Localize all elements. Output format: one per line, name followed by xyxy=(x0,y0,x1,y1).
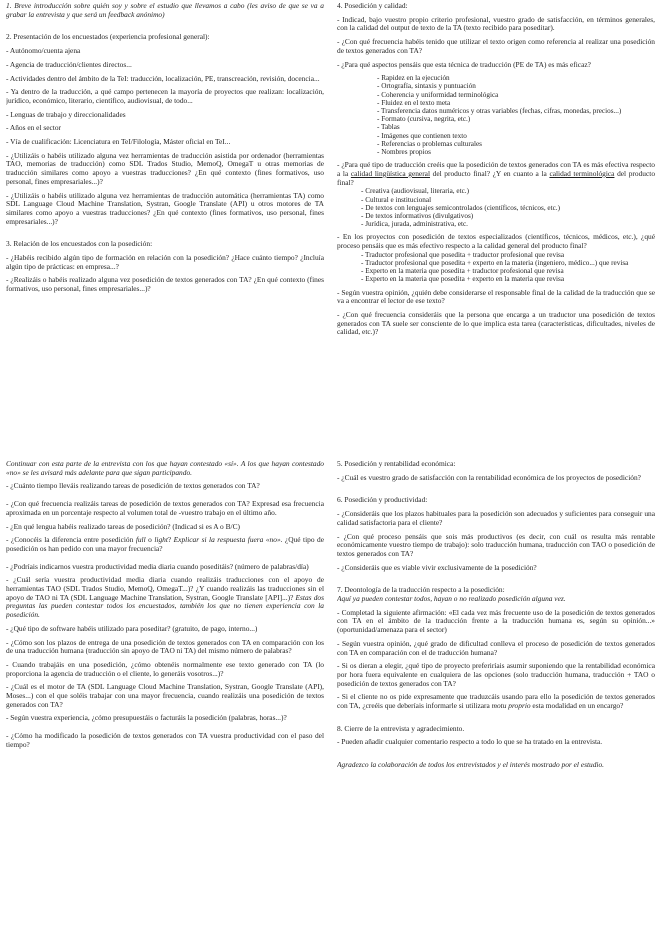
list-item: - Referencias o problemas culturales xyxy=(377,139,482,148)
closing-thanks: Agradezco la colaboración de todos los entrevistados y el interés mostrado por el estudio. xyxy=(337,760,604,770)
list-item: - Nombres propios xyxy=(377,148,431,157)
q-item: - ¿Cuál es el motor de TA (SDL Language Cloud Machine Translation, Systran, Google Translate (API), Moses...) con el que soléis trabajar con una mayor frecuencia, cuando realizáis una posedición de textos generados con TA? xyxy=(6,682,324,709)
s8-question: - Pueden añadir cualquier comentario respecto a todo lo que se ha tratado en la entrevista. xyxy=(337,737,603,747)
list-item: - Traductor profesional que posedita + traductor profesional que revisa xyxy=(361,250,565,259)
underlined-term: calidad terminológica xyxy=(549,168,615,178)
s2-item: - Lenguas de trabajo y direccionalidades xyxy=(6,109,126,119)
s3-item: - ¿Habéis recibido algún tipo de formación en relación con la posedición? ¿Hace cuánto tiempo? ¿Incluía algún tipo de prácticas: en empresa...? xyxy=(6,253,324,271)
s2-item: - ¿Utilizáis o habéis utilizado alguna vez herramientas de traducción asistida por ordenador (herramientas TAO, memorias de traducción) como SDL Trados Studio, MemoQ, OmegaT u otras memorias de traducción similares como apoyo a vuestras traducciones? ¿En qué contexto (fines formativos, uso personal, fines empresariales...)? xyxy=(6,150,324,186)
s2-item: - Años en el sector xyxy=(6,123,62,133)
underlined-term: calidad lingüística general xyxy=(350,168,431,178)
list-item: - Experto en la materia que posedita + experto en la materia que revisa xyxy=(361,275,565,284)
s2-item: - Agencia de traducción/clientes directos... xyxy=(6,59,132,69)
q-item: - ¿Cuánto tiempo lleváis realizando tareas de posedición de textos generados con TA? xyxy=(6,481,260,491)
q-item: - ¿Cómo son los plazos de entrega de una posedición de textos generados con TA en comparación con los de una traducción humana (traducción sin apoyo de TAO ni TA) del mismo número de palabras? xyxy=(6,637,324,656)
list-item: - Traductor profesional que posedita + experto en la materia (ingeniero, médico...) que revisa xyxy=(361,258,629,267)
list-item: - Jurídica, jurada, administrativa, etc. xyxy=(361,220,468,229)
s4-question-translation-type xyxy=(337,161,655,187)
list-item: - De textos informativos (divulgativos) xyxy=(361,211,474,220)
s3-item: - ¿Realizáis o habéis realizado alguna vez posedición de textos generados con TA? ¿En qué contexto (fines formativos, uso personal, fines empresariales...)? xyxy=(6,275,324,294)
list-item: - Cultural e institucional xyxy=(361,195,432,204)
section-4-title: 4. Posedición y calidad: xyxy=(337,2,408,10)
s2-item: - ¿Utilizáis o habéis utilizado alguna vez herramientas de traducción automática (herramientas TA) como SDL Language Cloud Machine Translation, Systran, Google Translate (API) u otros motores de TA similares como apoyo a vuestras traducciones? ¿En qué contexto (fines formativos, uso personal, fines empresariales...)? xyxy=(6,190,324,226)
intro-text: 1. Breve introducción sobre quién soy y sobre el estudio que llevamos a cabo (les aviso de que se va a grabar la entrevista y que será un feedback anónimo) xyxy=(6,2,324,19)
s4-question: - ¿Con qué frecuencia habéis tenido que utilizar el texto origen como referencia al realizar una posedición de textos generados con TA? xyxy=(337,37,655,55)
list-item: - Ortografía, sintaxis y puntuación xyxy=(377,82,476,91)
q-item: - Según vuestra experiencia, ¿cómo presupuestáis o facturáis la posedición (palabras, horas...)? xyxy=(6,713,287,723)
text-run: ? xyxy=(167,535,174,545)
text-run: - ¿Para qué tipo de traducción creéis que la posedición de textos generados con TA es más efectiva respecto a la xyxy=(337,160,655,178)
list-item: - Fluidez en el texto meta xyxy=(377,98,451,107)
q-full-light xyxy=(6,536,324,553)
s7-question: - Si os dieran a elegir, ¿qué tipo de proyecto preferiríais asumir suponiendo que la rentabilidad económica por hora fuera equivalente en cualquiera de las opciones (solo traducción humana, traducción + TAO o posedición de textos generados con TA? xyxy=(337,661,655,688)
efficacy-aspects-list xyxy=(337,74,655,156)
italic-term: motu proprio xyxy=(491,701,531,711)
s7-question: - Completad la siguiente afirmación: «El cada vez más frecuente uso de la posedición de textos generados con TA en el ámbito de la traducción frente a la traducción humana es, según su opinión...» (oportunidad/amenaza para el sector) xyxy=(337,607,655,635)
list-item: - Coherencia y uniformidad terminológica xyxy=(377,90,499,99)
s2-item: - Autónomo/cuenta ajena xyxy=(6,46,81,56)
s4-question: - ¿Para qué aspectos pensáis que esta técnica de traducción (PE de TA) es más eficaz? xyxy=(337,59,591,69)
section-5-8-column xyxy=(337,460,655,940)
process-options-list xyxy=(337,251,655,284)
continue-instructions: Continuar con esta parte de la entrevista con los que hayan contestado «sí». A los que hayan contestado «no» se les avisará más adelante para que sigan participando. xyxy=(6,460,324,477)
section-1-3-column xyxy=(6,2,324,454)
list-item: - Creativa (audiovisual, literaria, etc.) xyxy=(361,187,469,196)
text-run: o xyxy=(145,535,155,545)
s6-question: - ¿Consideráis que los plazos habituales para la posedición son adecuados y suficientes para conseguir una calidad satisfactoria para el cliente? xyxy=(337,509,655,527)
section-7-note: Aquí ya pueden contestar todos, hayan o no realizado posedición alguna vez. xyxy=(337,594,566,604)
italic-note: Explicar si la respuesta fuera «no». xyxy=(173,535,283,545)
text-run: del producto final? ¿Y en cuanto a la xyxy=(430,168,550,178)
text-run: esta modalidad en un encargo? xyxy=(530,701,624,711)
q-productivity-tao xyxy=(6,576,324,620)
italic-term: light xyxy=(154,535,168,545)
s7-question-motu-proprio xyxy=(337,693,655,710)
s4-question: - En los proyectos con posedición de textos especializados (científicos, técnicos, médicos, etc.), ¿qué proceso pensáis que es más efectivo respecto a la calidad general del producto final? xyxy=(337,232,655,251)
s6-question: - ¿Consideráis que es viable vivir exclusivamente de la posedición? xyxy=(337,562,537,572)
posedition-experience-column xyxy=(6,460,324,940)
s2-item: - Actividades dentro del ámbito de la TeI: traducción, localización, PE, transcreación, revisión, docencia... xyxy=(6,73,320,83)
italic-note: Estas dos preguntas las pueden contestar todos los encuestados, también los que no tienen experiencia con la posedición. xyxy=(6,592,324,620)
section-7-title: 7. Deontología de la traducción respecto a la posedición: xyxy=(337,585,505,595)
list-item: - Formato (cursiva, negrita, etc.) xyxy=(377,115,471,124)
q-item: - Cuando trabajáis en una posedición, ¿cómo obtenéis normalmente ese texto generado con TA (lo proporciona la agencia de traducción o el cliente, lo generáis vosotros...)? xyxy=(6,659,324,678)
q-item: - ¿Cómo ha modificado la posedición de textos generados con TA vuestra productividad con el paso del tiempo? xyxy=(6,731,324,749)
q-item: - ¿Podríais indicarnos vuestra productividad media diaria cuando poseditáis? (número de palabras/día) xyxy=(6,561,309,571)
section-3-title: 3. Relación de los encuestados con la posedición: xyxy=(6,239,153,249)
list-item: - Experto en la materia que posedita + traductor profesional que revisa xyxy=(361,267,564,276)
section-8-title: 8. Cierre de la entrevista y agradecimiento. xyxy=(337,723,465,733)
text-run: - Si el cliente no os pide expresamente que traduzcáis usando para ello la posedición de textos generados con TA, ¿creéis que deberíais informarle si utilizara xyxy=(337,692,655,711)
list-item: - Tablas xyxy=(377,123,400,132)
text-run: del producto final? xyxy=(337,168,655,187)
list-item: - Imágenes que contienen texto xyxy=(377,131,467,140)
s4-question: - ¿Con qué frecuencia consideráis que la persona que encarga a un traductor una posedición de textos generados con TA suele ser consciente de lo que implica esta tarea (características, dificultades, niveles de calidad, etc.)? xyxy=(337,310,655,337)
s5-question: - ¿Cuál es vuestro grado de satisfacción con la rentabilidad económica de los proyectos de posedición? xyxy=(337,472,641,482)
s2-item: - Ya dentro de la traducción, a qué campo pertenecen la mayoría de proyectos que realizan: localización, jurídico, económico, literario, científico, audiovisual, de todo... xyxy=(6,87,324,105)
text-run: ¿Qué tipo de posedición os han pedido con una mayor frecuencia? xyxy=(6,535,324,553)
q-item: - ¿Qué tipo de software habéis utilizado para poseditar? (gratuito, de pago, interno...) xyxy=(6,623,258,633)
text-run: - ¿Cuál sería vuestra productividad media diaria cuando realizáis traducciones con el apoyo de herramientas TAO (SDL Trados Studio, MemoQ, OmegaT...)? ¿Y cuando realizáis las traducciones sin el apoyo de TAO ni TA (SDL Language Machine Translation, Systran, Google Translate [API]...)? xyxy=(6,575,324,602)
list-item: - De textos con lenguajes semicontrolados (científicos, técnicos, etc.) xyxy=(361,203,560,212)
s4-question: - Indicad, bajo vuestro propio criterio profesional, vuestro grado de satisfacción, en términos generales, con la calidad del output de texto de la TA (texto recibido para poseditar). xyxy=(337,14,655,33)
italic-term: full xyxy=(135,535,146,545)
section-5-title: 5. Posedición y rentabilidad económica: xyxy=(337,460,456,468)
s7-question: - Según vuestra opinión, ¿qué grado de dificultad conlleva el proceso de posedición de textos generados con TA en comparación con el de traducción humana? xyxy=(337,638,655,657)
section-6-title: 6. Posedición y productividad: xyxy=(337,495,428,505)
list-item: - Rapidez en la ejecución xyxy=(377,74,450,83)
section-2-title: 2. Presentación de los encuestados (experiencia profesional general): xyxy=(6,32,210,42)
translation-types-list xyxy=(337,187,655,228)
section-4-column xyxy=(337,2,655,454)
q-item: - ¿En qué lengua habéis realizado tareas de posedición? (Indicad si es A o B/C) xyxy=(6,521,240,531)
s2-item: - Vía de cualificación: Licenciatura en TeI/Filología, Máster oficial en TeI... xyxy=(6,137,231,147)
s4-question: - Según vuestra opinión, ¿quién debe considerarse el responsable final de la calidad de la traducción que se va a encontrar el lector de ese texto? xyxy=(337,287,655,306)
s6-question: - ¿Con qué proceso pensáis que sois más productivos (es decir, con cuál os resulta más rentable económicamente vuestro tiempo de trabajo): solo traducción humana, traducción con TAO o posedición de textos generados con TA? xyxy=(337,531,655,558)
list-item: - Transferencia datos numéricos y otras variables (fechas, cifras, monedas, precios...) xyxy=(377,107,622,116)
text-run: - ¿Conocéis la diferencia entre posedición xyxy=(6,535,136,545)
q-item: - ¿Con qué frecuencia realizáis tareas de posedición de textos generados con TA? Expresad esa frecuencia aproximada en un porcentaje respecto al volumen total de -vuestro trabajo en el último año. xyxy=(6,499,324,517)
